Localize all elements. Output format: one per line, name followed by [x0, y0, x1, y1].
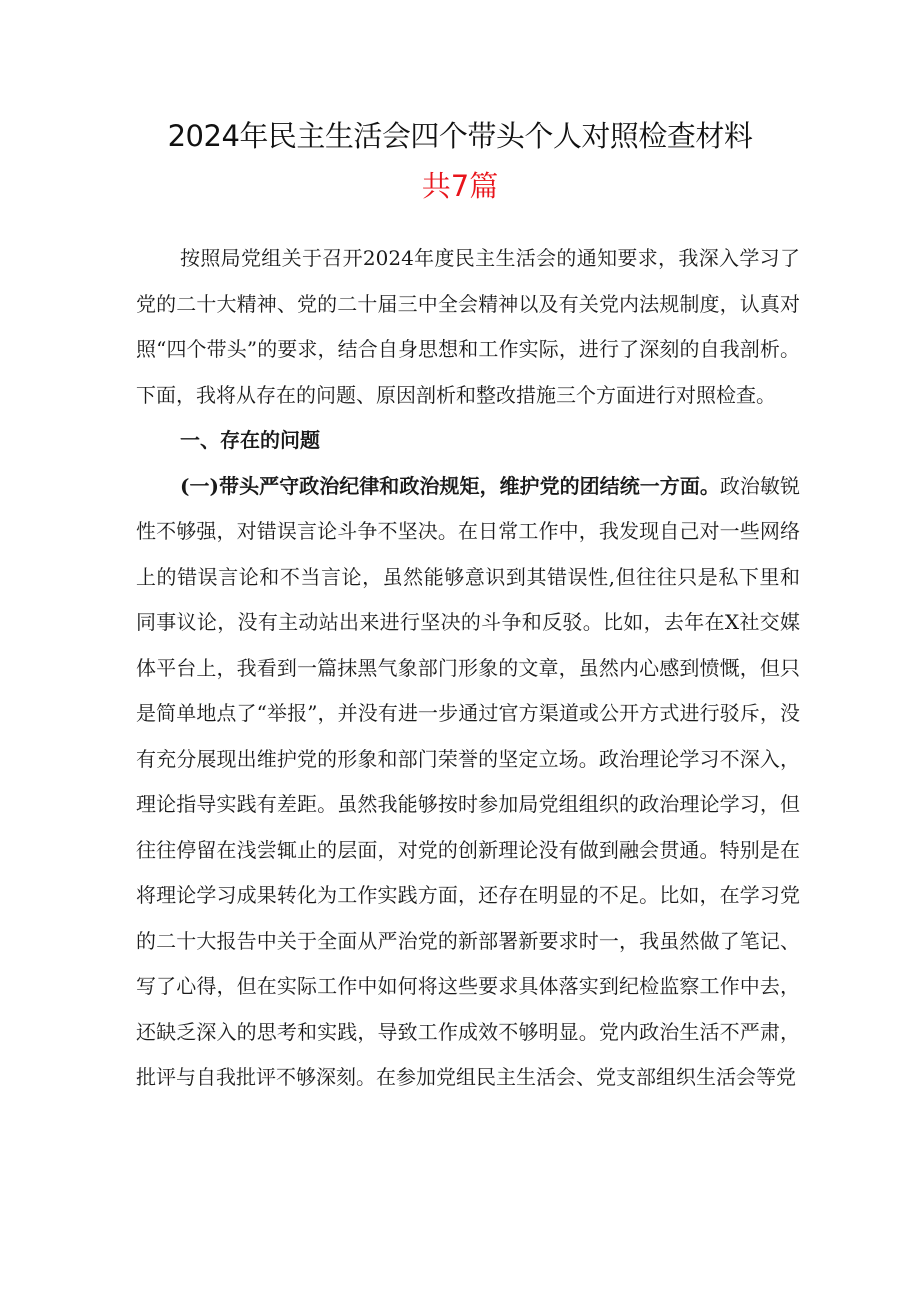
intro-paragraph: 按照局党组关于召开2024年度民主生活会的通知要求，我深入学习了党的二十大精神、党的二十届三中全会精神以及有关党内法规制度，认真对照“四个带头”的要求，结合自身思想和工作实际，进行了深刻的自我剖析。下面，我将从存在的问题、原因剖析和整改措施三个方面进行对照检查。	[136, 246, 800, 407]
document-body	[136, 236, 800, 1101]
subsection-heading: (一)带头严守政治纪律和政治规矩，维护党的团结统一方面。	[180, 473, 720, 498]
document-subtitle: 共7篇	[421, 169, 499, 203]
subsection-body: 政治敏锐性不够强，对错误言论斗争不坚决。在日常工作中，我发现自己对一些网络上的错误言论和不当言论，虽然能够意识到其错误性,但往往只是私下里和同事议论，没有主动站出来进行坚决的斗争和反驳。比如，去年在X社交媒体平台上，我看到一篇抹黑气象部门形象的文章，虽然内心感到愤慨，但只是简单地点了“举报”，并没有进一步通过官方渠道或公开方式进行驳斥，没有充分展现出维护党的形象和部门荣誉的坚定立场。政治理论学习不深入，理论指导实践有差距。虽然我能够按时参加局党组组织的政治理论学习，但往往停留在浅尝辄止的层面，对党的创新理论没有做到融会贯通。特别是在将理论学习成果转化为工作实践方面，还存在明显的不足。比如，在学习党的二十大报告中关于全面从严治党的新部署新要求时一，我虽然做了笔记、写了心得，但在实际工作中如何将这些要求具体落实到纪检监察工作中去，还缺乏深入的思考和实践，导致工作成效不够明显。党内政治生活不严肃，批评与自我批评不够深刻。在参加党组民主生活会、党支部组织生活会等党	[136, 473, 800, 1089]
subsection-paragraph	[136, 464, 800, 1101]
document-title: 2024年民主生活会四个带头个人对照检查材料	[167, 119, 753, 153]
section-heading-problems: 一、存在的问题	[180, 428, 320, 452]
